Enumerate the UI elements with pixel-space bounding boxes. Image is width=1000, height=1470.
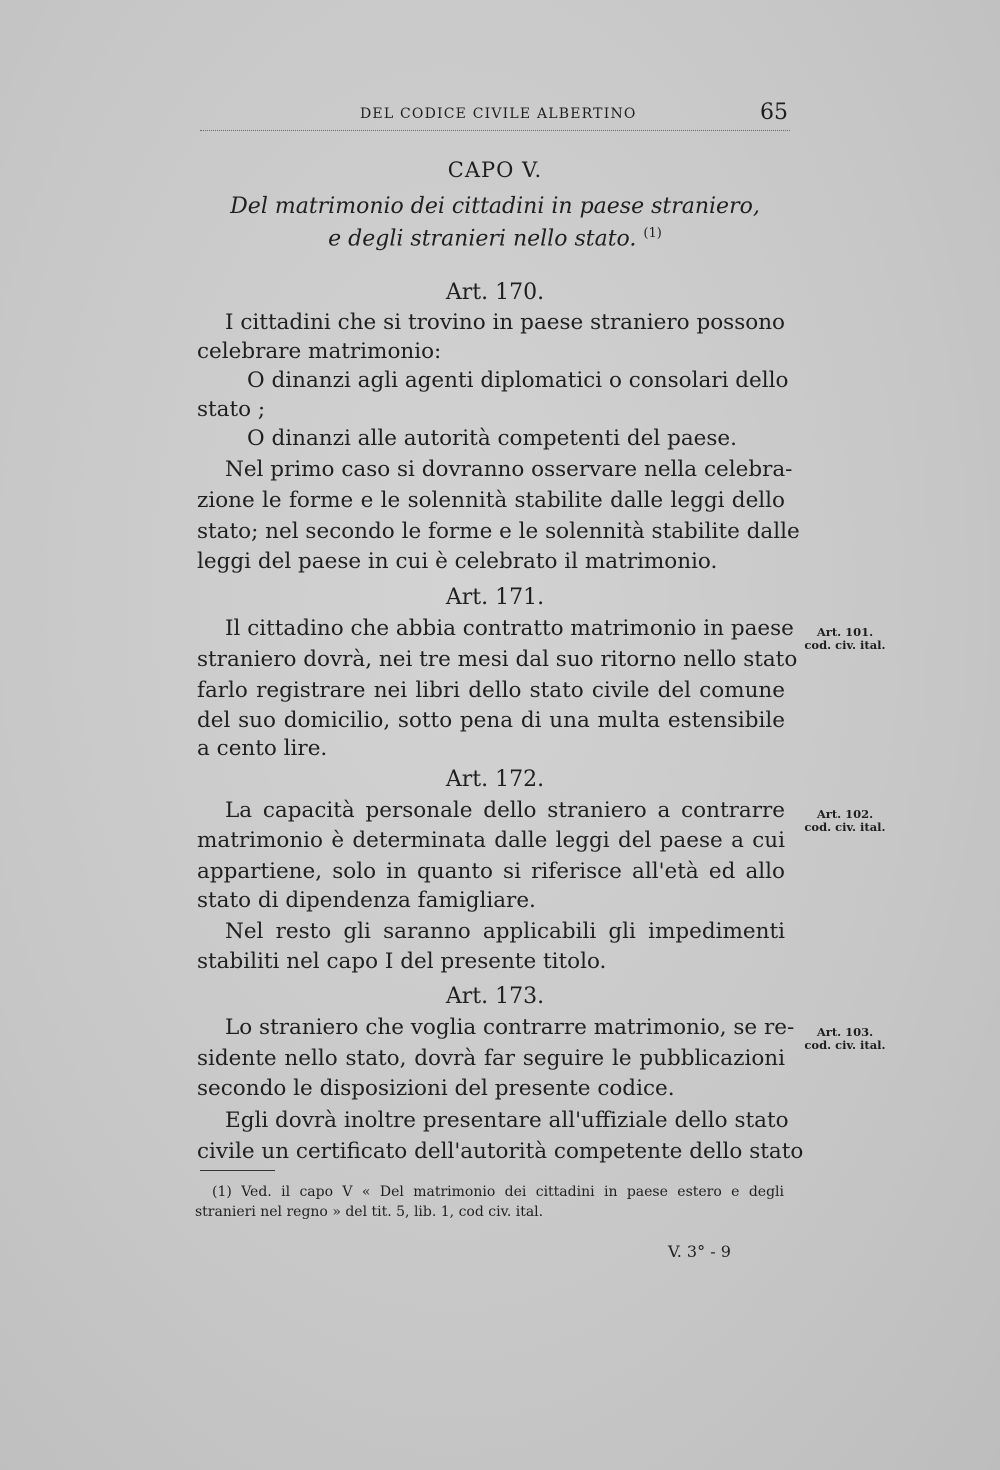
text-line: Nel primo caso si dovranno osservare nella celebra- [225, 457, 793, 482]
text-line: O dinanzi alle autorità competenti del paese. [247, 426, 737, 451]
text-line: I cittadini che si trovino in paese straniero possono [225, 310, 785, 335]
text-line: stato ; [197, 397, 266, 422]
article-heading: Art. 170. [445, 280, 545, 305]
article-heading: Art. 171. [445, 585, 545, 610]
text-line: Il cittadino che abbia contratto matrimonio in paese [225, 616, 794, 641]
margin-note-code: cod. civ. ital. [804, 1038, 886, 1052]
text-line: del suo domicilio, sotto pena di una multa estensibile [197, 708, 785, 733]
text-line: zione le forme e le solennità stabilite dalle leggi dello [197, 488, 785, 513]
footnote-divider [200, 1170, 275, 1171]
margin-note-code: cod. civ. ital. [804, 820, 886, 834]
section-title-line-2 [200, 226, 790, 251]
text-line: appartiene, solo in quanto si riferisce all'età ed allo [197, 859, 785, 884]
article-heading: Art. 173. [445, 984, 545, 1009]
text-line: La capacità personale dello straniero a contrarre [225, 798, 785, 823]
text-line: leggi del paese in cui è celebrato il matrimonio. [197, 549, 718, 574]
footnote-line: (1) Ved. il capo V « Del matrimonio dei cittadini in paese estero e degli [212, 1184, 784, 1200]
page-number: 65 [760, 100, 788, 125]
margin-note-article: Art. 103. [816, 1025, 874, 1039]
text-line: civile un certificato dell'autorità competente dello stato [197, 1139, 804, 1164]
text-line: Egli dovrà inoltre presentare all'uffiziale dello stato [225, 1108, 789, 1133]
margin-note-code: cod. civ. ital. [804, 638, 886, 652]
margin-note [800, 808, 890, 834]
header-title: DEL CODICE CIVILE ALBERTINO [360, 106, 637, 122]
text-line: Lo straniero che voglia contrarre matrimonio, se re- [225, 1015, 795, 1040]
text-line: stabiliti nel capo I del presente titolo. [197, 949, 607, 974]
text-line: a cento lire. [197, 736, 328, 761]
text-line: O dinanzi agli agenti diplomatici o consolari dello [247, 368, 789, 393]
text-line: Nel resto gli saranno applicabili gli impedimenti [225, 919, 785, 944]
margin-note [800, 626, 890, 652]
section-title-text: e degli stranieri nello stato. [328, 226, 637, 252]
text-line: stato; nel secondo le forme e le solennità stabilite dalle [197, 519, 800, 544]
text-line: stato di dipendenza famigliare. [197, 888, 536, 913]
margin-note [800, 1026, 890, 1052]
chapter-heading: CAPO V. [447, 158, 543, 182]
section-title-line-1: Del matrimonio dei cittadini in paese straniero, [230, 194, 760, 219]
text-line: farlo registrare nei libri dello stato civile del comune [197, 678, 785, 703]
text-line: secondo le disposizioni del presente codice. [197, 1076, 675, 1101]
running-header [200, 100, 790, 131]
text-line: celebrare matrimonio: [197, 339, 442, 364]
text-line: matrimonio è determinata dalle leggi del paese a cui [197, 828, 785, 853]
margin-note-article: Art. 102. [816, 807, 874, 821]
margin-note-article: Art. 101. [816, 625, 874, 639]
footnote-line: stranieri nel regno » del tit. 5, lib. 1, cod civ. ital. [195, 1204, 544, 1220]
footnote-reference: (1) [643, 226, 662, 241]
article-heading: Art. 172. [445, 767, 545, 792]
text-line: sidente nello stato, dovrà far seguire le pubblicazioni [197, 1046, 785, 1071]
printer-signature-mark: V. 3° - 9 [668, 1242, 731, 1261]
text-line: straniero dovrà, nei tre mesi dal suo ritorno nello stato [197, 647, 798, 672]
